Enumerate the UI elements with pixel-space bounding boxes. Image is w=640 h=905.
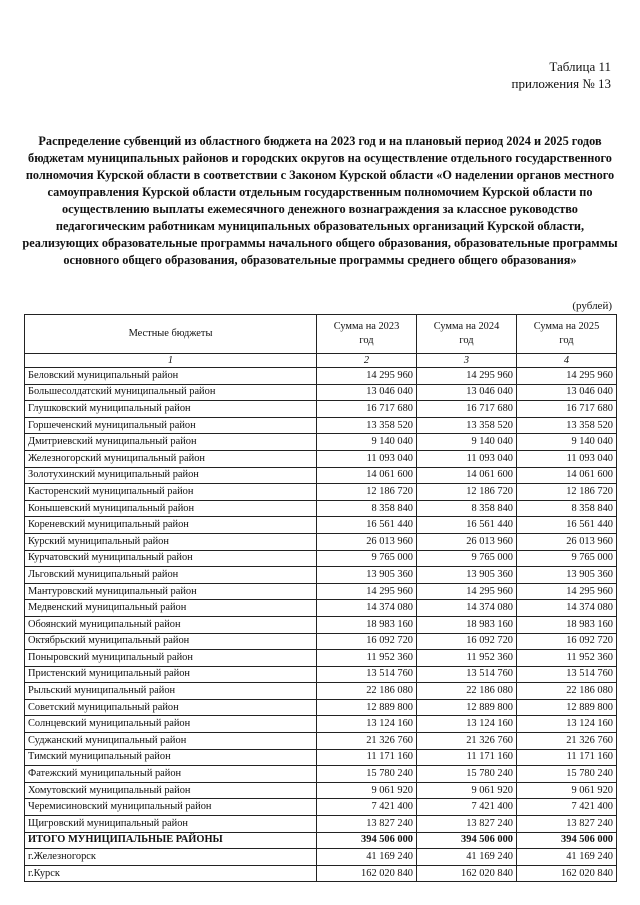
- budget-name-cell: Касторенский муниципальный район: [25, 484, 317, 501]
- amount-2023-cell: 14 295 960: [317, 583, 417, 600]
- amount-2024-cell: 22 186 080: [417, 683, 517, 700]
- table-row: [25, 716, 617, 733]
- amount-2025-cell: 16 717 680: [517, 401, 617, 418]
- amount-2025-cell: 16 092 720: [517, 633, 617, 650]
- amount-2025-cell: 13 124 160: [517, 716, 617, 733]
- table-row: [25, 600, 617, 617]
- table-row: [25, 484, 617, 501]
- budget-name-cell: Большесолдатский муниципальный район: [25, 384, 317, 401]
- amount-2024-cell: 11 093 040: [417, 450, 517, 467]
- amount-2025-cell: 394 506 000: [517, 832, 617, 849]
- amount-2023-cell: 9 061 920: [317, 782, 417, 799]
- budget-name-cell: ИТОГО МУНИЦИПАЛЬНЫЕ РАЙОНЫ: [25, 832, 317, 849]
- table-row: [25, 849, 617, 866]
- budget-name-cell: Золотухинский муниципальный район: [25, 467, 317, 484]
- amount-2023-cell: 14 374 080: [317, 600, 417, 617]
- budget-name-cell: Суджанский муниципальный район: [25, 733, 317, 750]
- table-row: [25, 616, 617, 633]
- table-row: [25, 434, 617, 451]
- table-row: [25, 517, 617, 534]
- amount-2023-cell: 13 358 520: [317, 417, 417, 434]
- amount-2025-cell: 16 561 440: [517, 517, 617, 534]
- amount-2023-cell: 9 140 040: [317, 434, 417, 451]
- amount-2024-cell: 13 046 040: [417, 384, 517, 401]
- amount-2023-cell: 41 169 240: [317, 849, 417, 866]
- amount-2023-cell: 16 092 720: [317, 633, 417, 650]
- document-title: Распределение субвенций из областного бюджета на 2023 год и на плановый период 2024 и 2025 годов бюджетам муниципальных районов и городских округов на осуществление отдельного государственного полномочия Курской области в соответствии с Законом Курской области «О наделении органов местного самоуправления Курской области отдельным государственным полномочием Курской области по осуществлению выплаты ежемесячного денежного вознаграждения за классное руководство педагогическим работникам муниципальных образовательных организаций Курской области, реализующих образовательные программы начального общего образования, образовательные программы основного общего образования, образовательные программы среднего общего образования»: [22, 134, 618, 267]
- budget-name-cell: г.Железногорск: [25, 849, 317, 866]
- table-row: [25, 384, 617, 401]
- table-row: [25, 450, 617, 467]
- amount-2024-cell: 11 171 160: [417, 749, 517, 766]
- amount-2023-cell: 7 421 400: [317, 799, 417, 816]
- amount-2024-cell: 21 326 760: [417, 733, 517, 750]
- table-row: [25, 533, 617, 550]
- amount-2024-cell: 16 561 440: [417, 517, 517, 534]
- amount-2025-cell: 9 061 920: [517, 782, 617, 799]
- budget-name-cell: Глушковский муниципальный район: [25, 401, 317, 418]
- table-row: [25, 865, 617, 882]
- budget-name-cell: Советский муниципальный район: [25, 699, 317, 716]
- amount-2024-cell: 14 295 960: [417, 368, 517, 385]
- table-row: [25, 583, 617, 600]
- amount-2025-cell: 14 295 960: [517, 368, 617, 385]
- amount-2025-cell: 11 952 360: [517, 650, 617, 667]
- amount-2025-cell: 18 983 160: [517, 616, 617, 633]
- amount-2024-cell: 12 889 800: [417, 699, 517, 716]
- amount-2025-cell: 13 827 240: [517, 816, 617, 833]
- table-row: [25, 782, 617, 799]
- amount-2024-cell: 26 013 960: [417, 533, 517, 550]
- column-number: 2: [317, 354, 417, 368]
- budget-name-cell: Пристенский муниципальный район: [25, 666, 317, 683]
- amount-2025-cell: 12 186 720: [517, 484, 617, 501]
- amount-2024-cell: 13 514 760: [417, 666, 517, 683]
- amount-2024-cell: 162 020 840: [417, 865, 517, 882]
- amount-2025-cell: 13 358 520: [517, 417, 617, 434]
- amount-2023-cell: 22 186 080: [317, 683, 417, 700]
- budget-name-cell: Кореневский муниципальный район: [25, 517, 317, 534]
- amount-2023-cell: 13 124 160: [317, 716, 417, 733]
- amount-2025-cell: 12 889 800: [517, 699, 617, 716]
- amount-2023-cell: 8 358 840: [317, 500, 417, 517]
- amount-2023-cell: 13 514 760: [317, 666, 417, 683]
- amount-2025-cell: 41 169 240: [517, 849, 617, 866]
- amount-2023-cell: 14 061 600: [317, 467, 417, 484]
- table-row: [25, 401, 617, 418]
- table-row: [25, 666, 617, 683]
- amount-2025-cell: 14 061 600: [517, 467, 617, 484]
- amount-2024-cell: 13 905 360: [417, 567, 517, 584]
- amount-2024-cell: 41 169 240: [417, 849, 517, 866]
- amount-2023-cell: 16 717 680: [317, 401, 417, 418]
- budget-name-cell: Железногорский муниципальный район: [25, 450, 317, 467]
- amount-2025-cell: 9 765 000: [517, 550, 617, 567]
- amount-2023-cell: 11 093 040: [317, 450, 417, 467]
- table-row: [25, 417, 617, 434]
- amount-2024-cell: 9 061 920: [417, 782, 517, 799]
- table-header-row: [25, 315, 617, 354]
- amount-2024-cell: 16 717 680: [417, 401, 517, 418]
- budget-name-cell: г.Курск: [25, 865, 317, 882]
- table-row: [25, 567, 617, 584]
- amount-2025-cell: 22 186 080: [517, 683, 617, 700]
- amount-2024-cell: 8 358 840: [417, 500, 517, 517]
- table-row: [25, 749, 617, 766]
- budget-name-cell: Конышевский муниципальный район: [25, 500, 317, 517]
- amount-2023-cell: 162 020 840: [317, 865, 417, 882]
- amount-2023-cell: 11 171 160: [317, 749, 417, 766]
- amount-2023-cell: 394 506 000: [317, 832, 417, 849]
- amount-2024-cell: 7 421 400: [417, 799, 517, 816]
- amount-2023-cell: 12 889 800: [317, 699, 417, 716]
- amount-2024-cell: 14 061 600: [417, 467, 517, 484]
- amount-2023-cell: 26 013 960: [317, 533, 417, 550]
- budget-name-cell: Поныровский муниципальный район: [25, 650, 317, 667]
- amount-2023-cell: 16 561 440: [317, 517, 417, 534]
- budget-name-cell: Фатежский муниципальный район: [25, 766, 317, 783]
- table-caption: [512, 58, 611, 92]
- subsidy-table: [24, 314, 617, 882]
- budget-name-cell: Льговский муниципальный район: [25, 567, 317, 584]
- table-row: [25, 816, 617, 833]
- amount-2023-cell: 13 905 360: [317, 567, 417, 584]
- caption-table-number: Таблица 11: [549, 59, 611, 74]
- amount-2024-cell: 9 140 040: [417, 434, 517, 451]
- amount-2025-cell: 162 020 840: [517, 865, 617, 882]
- column-number: 1: [25, 354, 317, 368]
- header-sum-2024: Сумма на 2024 год: [417, 315, 517, 354]
- column-number: 3: [417, 354, 517, 368]
- budget-name-cell: Горшеченский муниципальный район: [25, 417, 317, 434]
- budget-name-cell: Октябрьский муниципальный район: [25, 633, 317, 650]
- amount-2023-cell: 11 952 360: [317, 650, 417, 667]
- table-row: [25, 550, 617, 567]
- amount-2025-cell: 26 013 960: [517, 533, 617, 550]
- table-total-row: [25, 832, 617, 849]
- caption-appendix: приложения № 13: [511, 76, 611, 91]
- amount-2025-cell: 11 093 040: [517, 450, 617, 467]
- budget-name-cell: Курский муниципальный район: [25, 533, 317, 550]
- amount-2023-cell: 13 046 040: [317, 384, 417, 401]
- units-label: (рублей): [572, 300, 612, 312]
- header-local-budgets: Местные бюджеты: [25, 315, 317, 354]
- budget-name-cell: Хомутовский муниципальный район: [25, 782, 317, 799]
- amount-2024-cell: 15 780 240: [417, 766, 517, 783]
- amount-2024-cell: 13 827 240: [417, 816, 517, 833]
- amount-2023-cell: 18 983 160: [317, 616, 417, 633]
- budget-name-cell: Обоянский муниципальный район: [25, 616, 317, 633]
- budget-name-cell: Солнцевский муниципальный район: [25, 716, 317, 733]
- amount-2024-cell: 394 506 000: [417, 832, 517, 849]
- amount-2024-cell: 14 374 080: [417, 600, 517, 617]
- budget-name-cell: Щигровский муниципальный район: [25, 816, 317, 833]
- amount-2024-cell: 14 295 960: [417, 583, 517, 600]
- budget-name-cell: Рыльский муниципальный район: [25, 683, 317, 700]
- budget-name-cell: Дмитриевский муниципальный район: [25, 434, 317, 451]
- table-row: [25, 500, 617, 517]
- amount-2025-cell: 8 358 840: [517, 500, 617, 517]
- header-sum-2025: Сумма на 2025 год: [517, 315, 617, 354]
- amount-2023-cell: 13 827 240: [317, 816, 417, 833]
- table-row: [25, 733, 617, 750]
- amount-2024-cell: 13 358 520: [417, 417, 517, 434]
- amount-2025-cell: 9 140 040: [517, 434, 617, 451]
- amount-2025-cell: 11 171 160: [517, 749, 617, 766]
- amount-2024-cell: 11 952 360: [417, 650, 517, 667]
- table-row: [25, 368, 617, 385]
- table-row: [25, 683, 617, 700]
- amount-2025-cell: 14 295 960: [517, 583, 617, 600]
- amount-2025-cell: 13 514 760: [517, 666, 617, 683]
- budget-name-cell: Тимский муниципальный район: [25, 749, 317, 766]
- amount-2023-cell: 15 780 240: [317, 766, 417, 783]
- budget-name-cell: Курчатовский муниципальный район: [25, 550, 317, 567]
- amount-2024-cell: 16 092 720: [417, 633, 517, 650]
- amount-2025-cell: 15 780 240: [517, 766, 617, 783]
- amount-2025-cell: 14 374 080: [517, 600, 617, 617]
- table-row: [25, 799, 617, 816]
- budget-name-cell: Беловский муниципальный район: [25, 368, 317, 385]
- amount-2025-cell: 21 326 760: [517, 733, 617, 750]
- amount-2023-cell: 12 186 720: [317, 484, 417, 501]
- table-row: [25, 650, 617, 667]
- amount-2023-cell: 9 765 000: [317, 550, 417, 567]
- budget-name-cell: Мантуровский муниципальный район: [25, 583, 317, 600]
- table-body: [25, 368, 617, 882]
- amount-2025-cell: 7 421 400: [517, 799, 617, 816]
- column-number-row: [25, 354, 617, 368]
- amount-2024-cell: 18 983 160: [417, 616, 517, 633]
- amount-2025-cell: 13 046 040: [517, 384, 617, 401]
- budget-name-cell: Черемисиновский муниципальный район: [25, 799, 317, 816]
- amount-2023-cell: 14 295 960: [317, 368, 417, 385]
- table-row: [25, 766, 617, 783]
- header-sum-2023: Сумма на 2023 год: [317, 315, 417, 354]
- table-row: [25, 467, 617, 484]
- table-row: [25, 633, 617, 650]
- amount-2025-cell: 13 905 360: [517, 567, 617, 584]
- amount-2023-cell: 21 326 760: [317, 733, 417, 750]
- budget-name-cell: Медвенский муниципальный район: [25, 600, 317, 617]
- column-number: 4: [517, 354, 617, 368]
- table-row: [25, 699, 617, 716]
- amount-2024-cell: 12 186 720: [417, 484, 517, 501]
- amount-2024-cell: 9 765 000: [417, 550, 517, 567]
- amount-2024-cell: 13 124 160: [417, 716, 517, 733]
